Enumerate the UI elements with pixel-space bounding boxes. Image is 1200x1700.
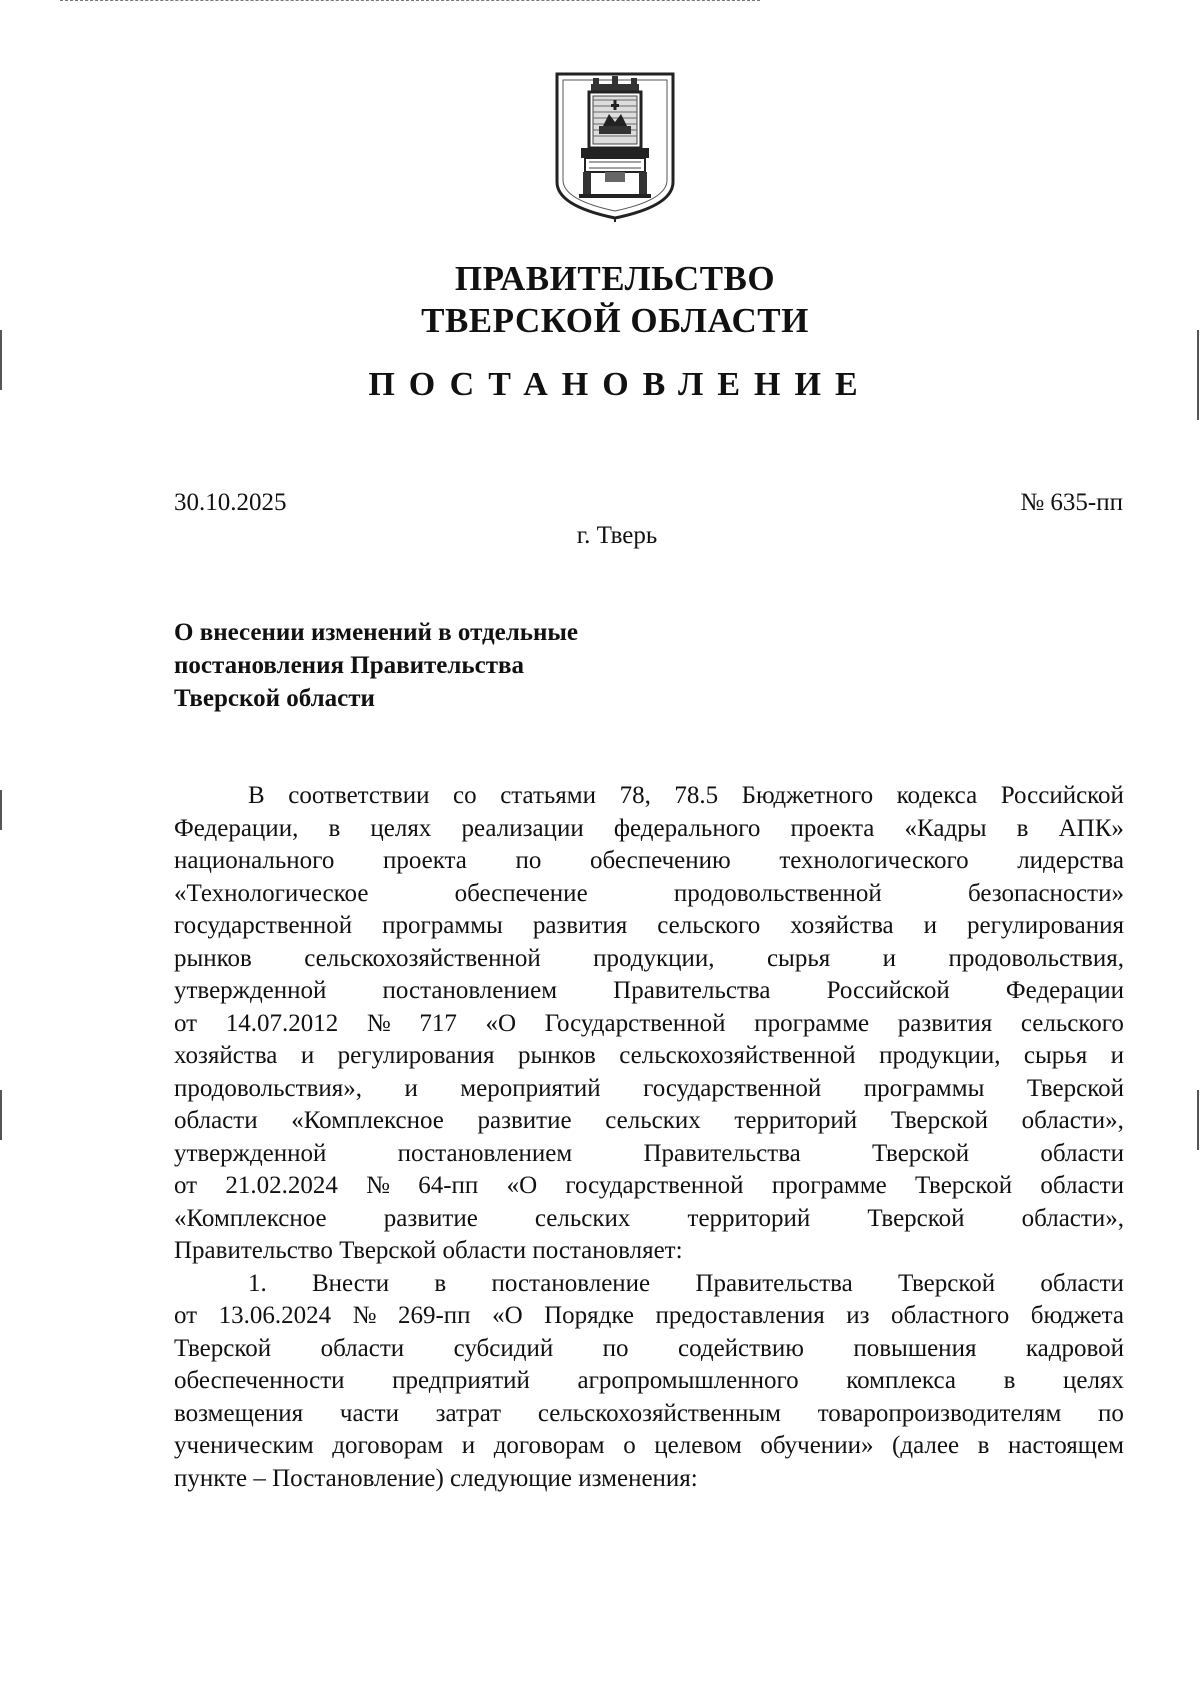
body-line: рынков сельскохозяйственной продукции, сырья и продовольствия,: [174, 944, 1124, 972]
body-line: В соответствии со статьями 78, 78.5 Бюджетного кодекса Российской: [248, 782, 1124, 809]
scan-edge-mark: [1197, 1090, 1199, 1150]
body-line: от 21.02.2024 № 64-пп «О государственной программе Тверской области: [174, 1172, 1124, 1199]
scan-artifact-line: [60, 0, 760, 1]
document-number: № 635-пп: [1020, 489, 1123, 516]
body-line: пункте – Постановление) следующие изменения:: [174, 1464, 698, 1492]
body-line: области «Комплексное развитие сельских территорий Тверской области»,: [174, 1107, 1124, 1134]
document-type: ПОСТАНОВЛЕНИЕ: [368, 366, 872, 403]
body-line: продовольствия», и мероприятий государственной программы Тверской: [174, 1074, 1124, 1102]
document-city: г. Тверь: [576, 522, 658, 549]
body-line: 1. Внести в постановление Правительства Тверской области: [248, 1269, 1124, 1297]
government-title: [0, 258, 1200, 342]
body-line: «Комплексное развитие сельских территорий Тверской области»,: [174, 1204, 1124, 1232]
body-line: от 14.07.2012 № 717 «О Государственной программе развития сельского: [174, 1009, 1124, 1037]
body-line: Правительство Тверской области постановляет:: [174, 1237, 683, 1264]
tver-coat-of-arms-icon: [553, 70, 677, 222]
body-line: обеспеченности предприятий агропромышленного комплекса в целях: [174, 1367, 1124, 1394]
body-line: Тверской области субсидий по содействию повышения кадровой: [174, 1334, 1124, 1362]
body-line: «Технологическое обеспечение продовольственной безопасности»: [174, 879, 1124, 907]
scan-edge-mark: [0, 1090, 2, 1140]
document-date: 30.10.2025: [174, 489, 287, 516]
document-body: [174, 780, 1124, 1495]
document-subject: [174, 616, 578, 715]
body-line: возмещения части затрат сельскохозяйственным товаропроизводителям по: [174, 1399, 1124, 1427]
subject-line: О внесении изменений в отдельные: [174, 619, 579, 646]
body-line: хозяйства и регулирования рынков сельскохозяйственной продукции, сырья и: [174, 1042, 1124, 1069]
body-line: национального проекта по обеспечению технологического лидерства: [174, 847, 1124, 874]
body-line: Федерации, в целях реализации федерального проекта «Кадры в АПК»: [174, 814, 1124, 842]
body-line: ученическим договорам и договорам о целевом обучении» (далее в настоящем: [174, 1432, 1124, 1459]
body-line: от 13.06.2024 № 269-пп «О Порядке предоставления из областного бюджета: [174, 1302, 1124, 1329]
body-line: государственной программы развития сельского хозяйства и регулирования: [174, 912, 1124, 939]
scan-edge-mark: [0, 790, 2, 830]
body-line: утвержденной постановлением Правительства Российской Федерации: [174, 977, 1124, 1004]
government-title-line2: ТВЕРСКОЙ ОБЛАСТИ: [421, 301, 809, 340]
subject-line: постановления Правительства: [174, 652, 524, 679]
government-title-line1: ПРАВИТЕЛЬСТВО: [454, 259, 776, 298]
body-line: утвержденной постановлением Правительства Тверской области: [174, 1139, 1124, 1167]
subject-line: Тверской области: [174, 685, 375, 712]
